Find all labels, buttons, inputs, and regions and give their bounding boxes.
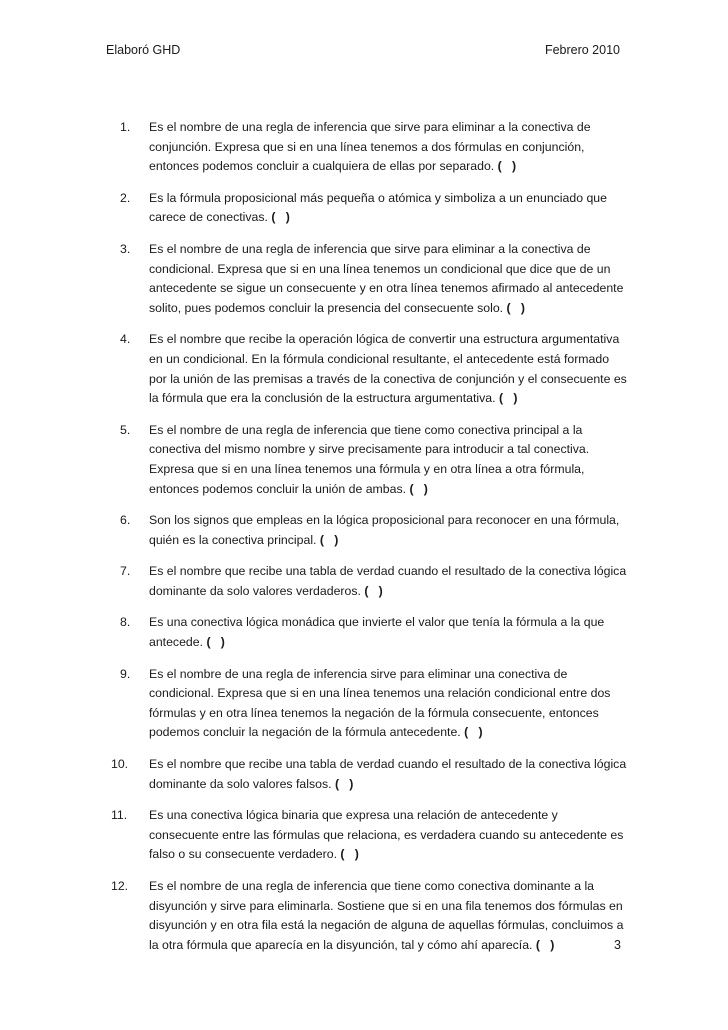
question-item: [111, 755, 630, 794]
question-text: Es una conectiva lógica monádica que invierte el valor que tenía la fórmula a la que antecede.: [149, 615, 605, 650]
question-number: 11.: [111, 808, 128, 823]
question-text: Es una conectiva lógica binaria que expresa una relación de antecedente y consecuente entre las fórmulas que relaciona, es verdadera cuando su antecedente es falso o su consecuente verdadero.: [149, 808, 624, 862]
question-item: [111, 806, 630, 865]
answer-blank[interactable]: ( ): [271, 210, 290, 225]
question-number: 9.: [120, 666, 131, 681]
question-item: [120, 330, 630, 408]
header-date: Febrero 2010: [544, 43, 620, 57]
question-item: [120, 562, 630, 601]
question-number: 8.: [120, 615, 131, 630]
question-number: 6.: [120, 513, 131, 528]
question-item: [120, 118, 630, 177]
answer-blank[interactable]: ( ): [506, 300, 525, 315]
question-number: 7.: [120, 564, 131, 579]
question-text: Es el nombre de una regla de inferencia sirve para eliminar una conectiva de condicional. Expresa que si en una línea tenemos una relación condicional entre dos fórmulas y en otra línea tenemos la negación de la fórmula consecuente, entonces podemos concluir la negación de la fórmula antecedente.: [149, 666, 611, 740]
question-number: 4.: [120, 332, 131, 347]
question-number: 1.: [120, 120, 131, 134]
question-number: 2.: [120, 190, 131, 205]
answer-blank[interactable]: ( ): [464, 725, 483, 740]
question-list: [111, 118, 630, 967]
question-text: Es el nombre que recibe una tabla de verdad cuando el resultado de la conectiva lógica dominante da solo valores verdaderos.: [149, 564, 627, 598]
answer-blank[interactable]: ( ): [535, 937, 555, 952]
question-text: Es la fórmula proposicional más pequeña o atómica y simboliza a un enunciado que carece de conectivas.: [149, 190, 607, 225]
question-text: Es el nombre de una regla de inferencia que tiene como conectiva dominante a la disyunción y sirve para eliminarla. Sostiene que si en una fila tenemos dos fórmulas en disyunción y en otra fila está la negación de alguna de aquellas fórmulas, concluimos a la otra fórmula que aparecía en la disyunción, tal y cómo ahí aparecía.: [149, 879, 624, 952]
question-number: 3.: [120, 241, 131, 256]
question-text: Es el nombre de una regla de inferencia que sirve para eliminar a la conectiva de conjunción. Expresa que si en una línea tenemos a dos fórmulas en conjunción, entonces podemos concluir a cualquiera de ellas por separado.: [149, 120, 591, 174]
question-text: Es el nombre de una regla de inferencia que sirve para eliminar a la conectiva de condicional. Expresa que si en una línea tenemos un condicional que dice que de un antecedente se sigue un consecuente y en otra línea tenemos afirmado al antecedente solito, pues podemos concluir la presencia del consecuente solo.: [149, 241, 624, 315]
question-item: [120, 240, 630, 318]
question-text: Es el nombre que recibe una tabla de verdad cuando el resultado de la conectiva lógica dominante da solo valores falsos.: [149, 757, 627, 791]
question-item: [120, 421, 630, 499]
answer-blank[interactable]: ( ): [334, 776, 354, 791]
answer-blank[interactable]: ( ): [319, 532, 339, 547]
answer-blank[interactable]: ( ): [497, 159, 517, 174]
page-number: 3: [614, 938, 621, 952]
answer-blank[interactable]: ( ): [340, 847, 359, 862]
answer-blank[interactable]: ( ): [206, 635, 225, 650]
question-item: [120, 511, 630, 550]
question-item: [111, 877, 630, 955]
answer-blank[interactable]: ( ): [409, 481, 428, 496]
question-text: Es el nombre de una regla de inferencia que tiene como conectiva principal a la conectiva del mismo nombre y sirve precisamente para introducir a tal conectiva. Expresa que si en una línea tenemos una fórmula y en otra línea a otra fórmula, entonces podemos concluir la unión de ambas.: [149, 422, 590, 496]
question-text: Es el nombre que recibe la operación lógica de convertir una estructura argumentativa en un condicional. En la fórmula condicional resultante, el antecedente está formado por la unión de las premisas a través de la conectiva de conjunción y el consecuente es la fórmula que era la conclusión de la estructura argumentativa.: [149, 332, 627, 406]
question-text: Son los signos que empleas en la lógica proposicional para reconocer en una fórmula, quién es la conectiva principal.: [149, 513, 620, 547]
question-number: 10.: [111, 757, 129, 772]
question-item: [120, 665, 630, 743]
question-item: [120, 613, 630, 652]
question-item: [120, 189, 630, 228]
answer-blank[interactable]: ( ): [498, 391, 518, 406]
answer-blank[interactable]: ( ): [364, 583, 383, 598]
header-author: Elaboró GHD: [106, 43, 181, 57]
question-number: 5.: [120, 422, 131, 437]
question-number: 12.: [111, 879, 129, 893]
